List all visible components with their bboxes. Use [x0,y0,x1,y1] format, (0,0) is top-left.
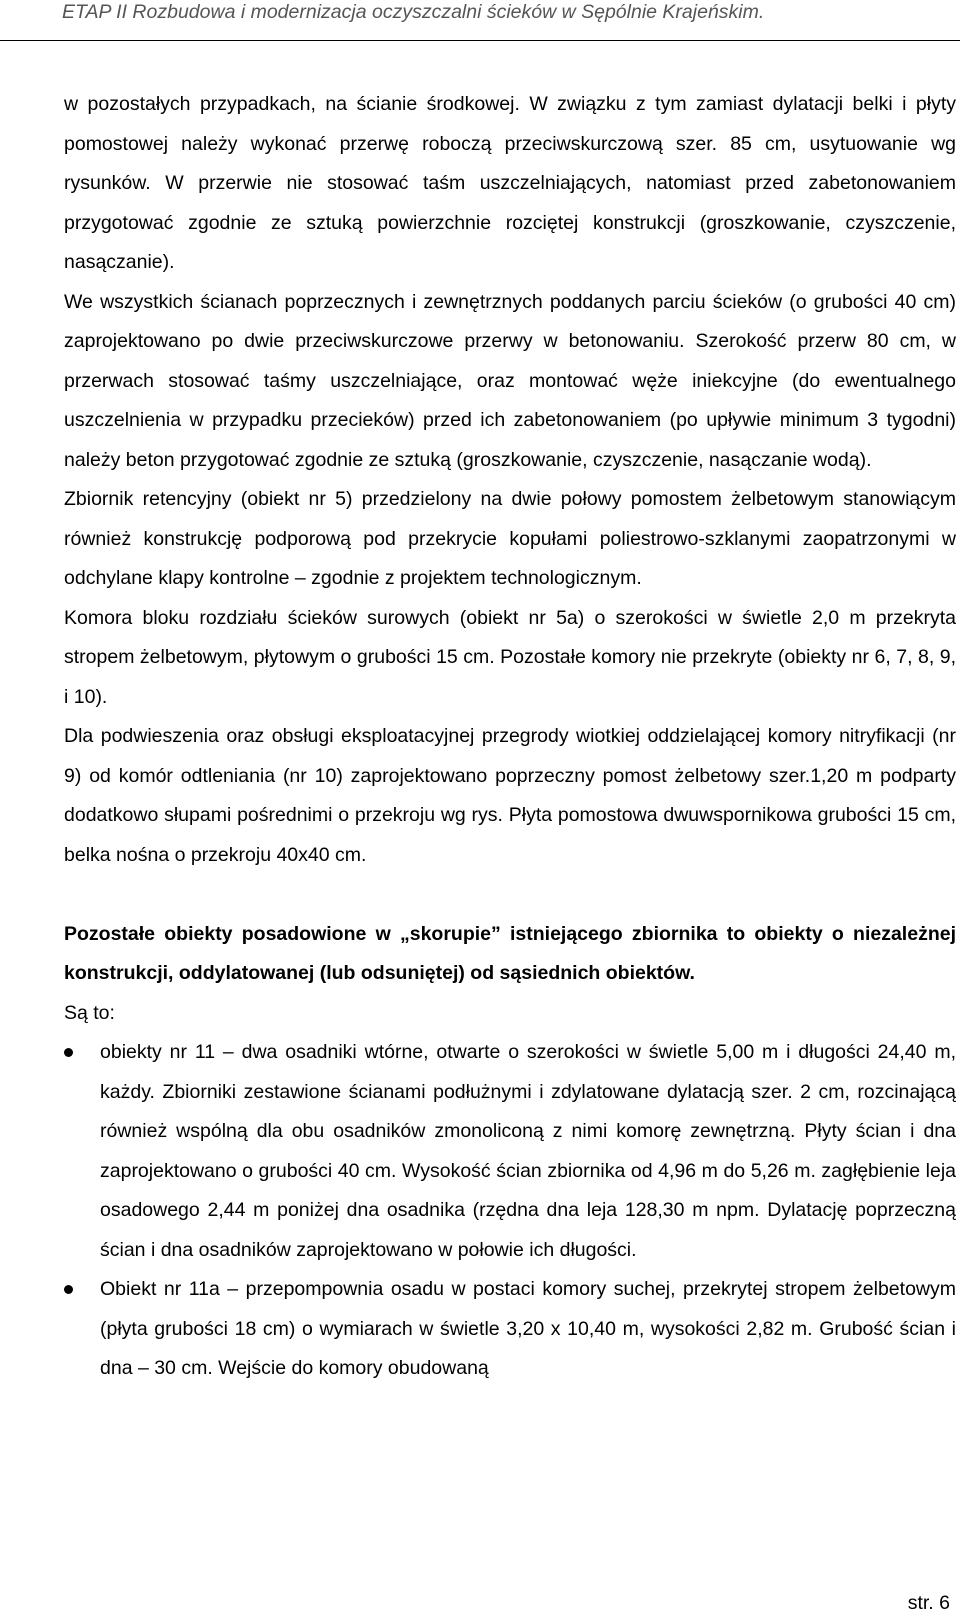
list-item [64,1033,956,1270]
bullet-icon [64,1285,73,1294]
page-number: str. 6 [907,1592,950,1614]
list-item-text: obiekty nr 11 – dwa osadniki wtórne, otwarte o szerokości w świetle 5,00 m i długości 24,40 m, każdy. Zbiorniki zestawione ścianami podłużnymi i zdylatowane dylatacją szer. 2 cm, rozcinającą również wspólną dla obu osadników zmonoliconą z nimi komorę zewnętrzną. Płyty ścian i dna zaprojektowano o grubości 40 cm. Wysokość ścian zbiornika od 4,96 m do 5,26 m. zagłębienie leja osadowego 2,44 m poniżej dna osadnika (rzędna dna leja 128,30 m npm. Dylatację poprzeczną ścian i dna osadników zaprojektowano w połowie ich długości. [100,1041,956,1261]
bullet-icon [64,1048,73,1057]
list-intro: Są to: [64,1001,115,1024]
bold-paragraph: Pozostałe obiekty posadowione w „skorupie” istniejącego zbiornika to obiekty o niezależnej konstrukcji, oddylatowanej (lub odsuniętej) od sąsiednich obiektów. [64,922,956,984]
header-title: ETAP II Rozbudowa i modernizacja oczyszczalni ścieków w Sępólnie Krajeńskim. [62,1,765,23]
bullet-list [64,1033,956,1389]
page-header [0,0,960,41]
paragraph-5: Dla podwieszenia oraz obsługi eksploatacyjnej przegrody wiotkiej oddzielającej komory nitryfikacji (nr 9) od komór odtleniania (nr 10) zaprojektowano poprzeczny pomost żelbetowy szer.1,20 m podparty dodatkowo słupami pośrednimi o przekroju wg rys. Płyta pomostowa dwuwspornikowa grubości 15 cm, belka nośna o przekroju 40x40 cm. [64,725,956,866]
paragraph-2: We wszystkich ścianach poprzecznych i zewnętrznych poddanych parciu ścieków (o grubości 40 cm) zaprojektowano po dwie przeciwskurczowe przerwy w betonowaniu. Szerokość przerw 80 cm, w przerwach stosować taśmy uszczelniające, oraz montować węże iniekcyjne (do ewentualnego uszczelnienia w przypadku przecieków) przed ich zabetonowaniem (po upływie minimum 3 tygodni) należy beton przygotować zgodnie ze sztuką (groszkowanie, czyszczenie, nasączanie wodą). [64,290,956,471]
list-item-text: Obiekt nr 11a – przepompownia osadu w postaci komory suchej, przekrytej stropem żelbetowym (płyta grubości 18 cm) o wymiarach w świetle 3,20 x 10,40 m, wysokości 2,82 m. Grubość ścian i dna – 30 cm. Wejście do komory obudowaną [100,1278,956,1379]
document-body [64,85,956,1389]
paragraph-3: Zbiornik retencyjny (obiekt nr 5) przedzielony na dwie połowy pomostem żelbetowym stanowiącym również konstrukcję podporową pod przekrycie kopułami poliestrowo-szklanymi zaopatrzonymi w odchylane klapy kontrolne – zgodnie z projektem technologicznym. [64,488,956,589]
list-item [64,1270,956,1389]
blank-line [64,875,956,915]
paragraph-1: w pozostałych przypadkach, na ścianie środkowej. W związku z tym zamiast dylatacji belki i płyty pomostowej należy wykonać przerwę roboczą przeciwskurczową szer. 85 cm, usytuowanie wg rysunków. W przerwie nie stosować taśm uszczelniających, natomiast przed zabetonowaniem przygotować zgodnie ze sztuką powierzchnie rozciętej konstrukcji (groszkowanie, czyszczenie, nasączanie). [64,93,956,273]
paragraph-4: Komora bloku rozdziału ścieków surowych (obiekt nr 5a) o szerokości w świetle 2,0 m przekryta stropem żelbetowym, płytowym o grubości 15 cm. Pozostałe komory nie przekryte (obiekty nr 6, 7, 8, 9, i 10). [64,606,956,708]
